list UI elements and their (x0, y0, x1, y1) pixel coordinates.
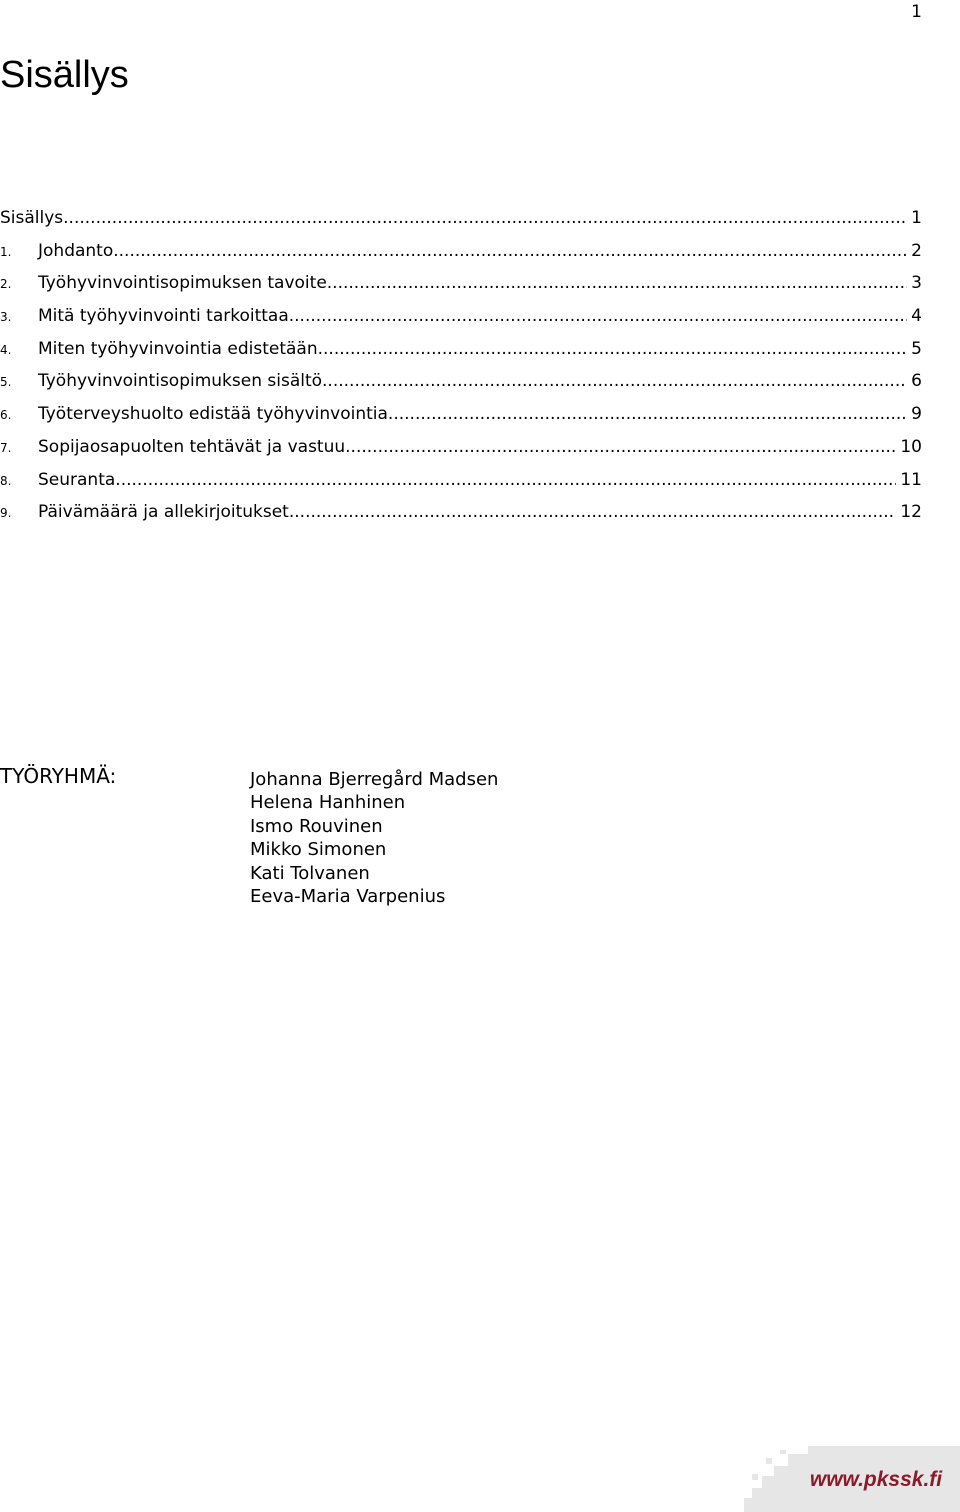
toc-entry-page: 2 (911, 240, 922, 261)
member-name: Mikko Simonen (250, 839, 387, 861)
toc-entry-page: 10 (900, 436, 922, 457)
toc-entry-label: Johdanto (38, 240, 114, 261)
toc-entry-label: Sopijaosapuolten tehtävät ja vastuu (38, 436, 346, 457)
toc-entry[interactable] (0, 306, 922, 339)
toc-dot-leader (322, 371, 907, 391)
toc-entry-number: 3. (0, 310, 12, 325)
toc-dot-leader (289, 502, 897, 522)
member-name: Johanna Bjerregård Madsen (250, 769, 499, 790)
pkssk-logo (744, 1446, 960, 1512)
toc-entry-page: 3 (911, 273, 922, 294)
member-name: Helena Hanhinen (250, 792, 406, 814)
toc-entry[interactable] (0, 404, 922, 437)
member-name: Eeva-Maria Varpenius (250, 886, 446, 908)
toc-entry-page: 5 (911, 338, 922, 359)
toc-entry-label: Työhyvinvointisopimuksen sisältö (38, 371, 323, 392)
toc-dot-leader (345, 437, 896, 457)
toc-dot-leader (388, 404, 907, 424)
toc-entry-number: 5. (0, 375, 12, 390)
toc-entry-page: 6 (911, 371, 922, 392)
toc-entry-number: 1. (0, 244, 12, 259)
toc-entry-number: 6. (0, 408, 12, 423)
toc-entry-page: 1 (911, 208, 922, 228)
toc-dot-leader (327, 273, 907, 293)
member-name: Kati Tolvanen (250, 862, 370, 884)
toc-dot-leader (318, 339, 908, 359)
toc-entry[interactable] (0, 470, 922, 503)
toc-entry[interactable] (0, 371, 922, 404)
toc-entry-number: 8. (0, 473, 12, 488)
toc-entry-page: 4 (911, 306, 922, 327)
toc-entry-page: 9 (911, 404, 922, 425)
toc-dot-leader (289, 306, 907, 326)
toc-entry-number: 2. (0, 277, 12, 292)
working-group-label: TYÖRYHMÄ: (0, 764, 117, 788)
member-name: Ismo Rouvinen (250, 815, 383, 837)
toc-entry-label: Työterveyshuolto edistää työhyvinvointia (38, 404, 388, 425)
working-group-members (250, 768, 498, 908)
toc-entry-number: 4. (0, 342, 12, 357)
toc-dot-leader (115, 470, 896, 490)
toc-dot-leader (113, 241, 907, 261)
toc-entry-number: 7. (0, 440, 12, 455)
page-title: Sisällys (0, 54, 129, 96)
toc-entry-label: Mitä työhyvinvointi tarkoittaa (38, 306, 289, 327)
pkssk-logo-graphic (744, 1446, 960, 1512)
toc-entry-page: 11 (900, 469, 922, 490)
toc-entry[interactable] (0, 273, 922, 306)
toc-entry[interactable] (0, 241, 922, 274)
toc-entry-label: Miten työhyvinvointia edistetään (38, 338, 318, 359)
toc-entry-label: Päivämäärä ja allekirjoitukset (38, 502, 289, 523)
toc-entry-label: Työhyvinvointisopimuksen tavoite (38, 273, 327, 294)
toc-entry[interactable] (0, 208, 922, 241)
toc-entry[interactable] (0, 339, 922, 372)
logo-text: www.pkssk.fi (809, 1468, 943, 1491)
table-of-contents (0, 208, 922, 535)
toc-entry[interactable] (0, 502, 922, 535)
toc-entry-label: Sisällys (0, 208, 64, 228)
toc-entry-page: 12 (900, 502, 922, 523)
toc-entry[interactable] (0, 437, 922, 470)
toc-dot-leader (63, 208, 907, 228)
toc-entry-label: Seuranta (38, 469, 116, 490)
toc-entry-number: 9. (0, 506, 12, 521)
page-number: 1 (911, 2, 922, 22)
